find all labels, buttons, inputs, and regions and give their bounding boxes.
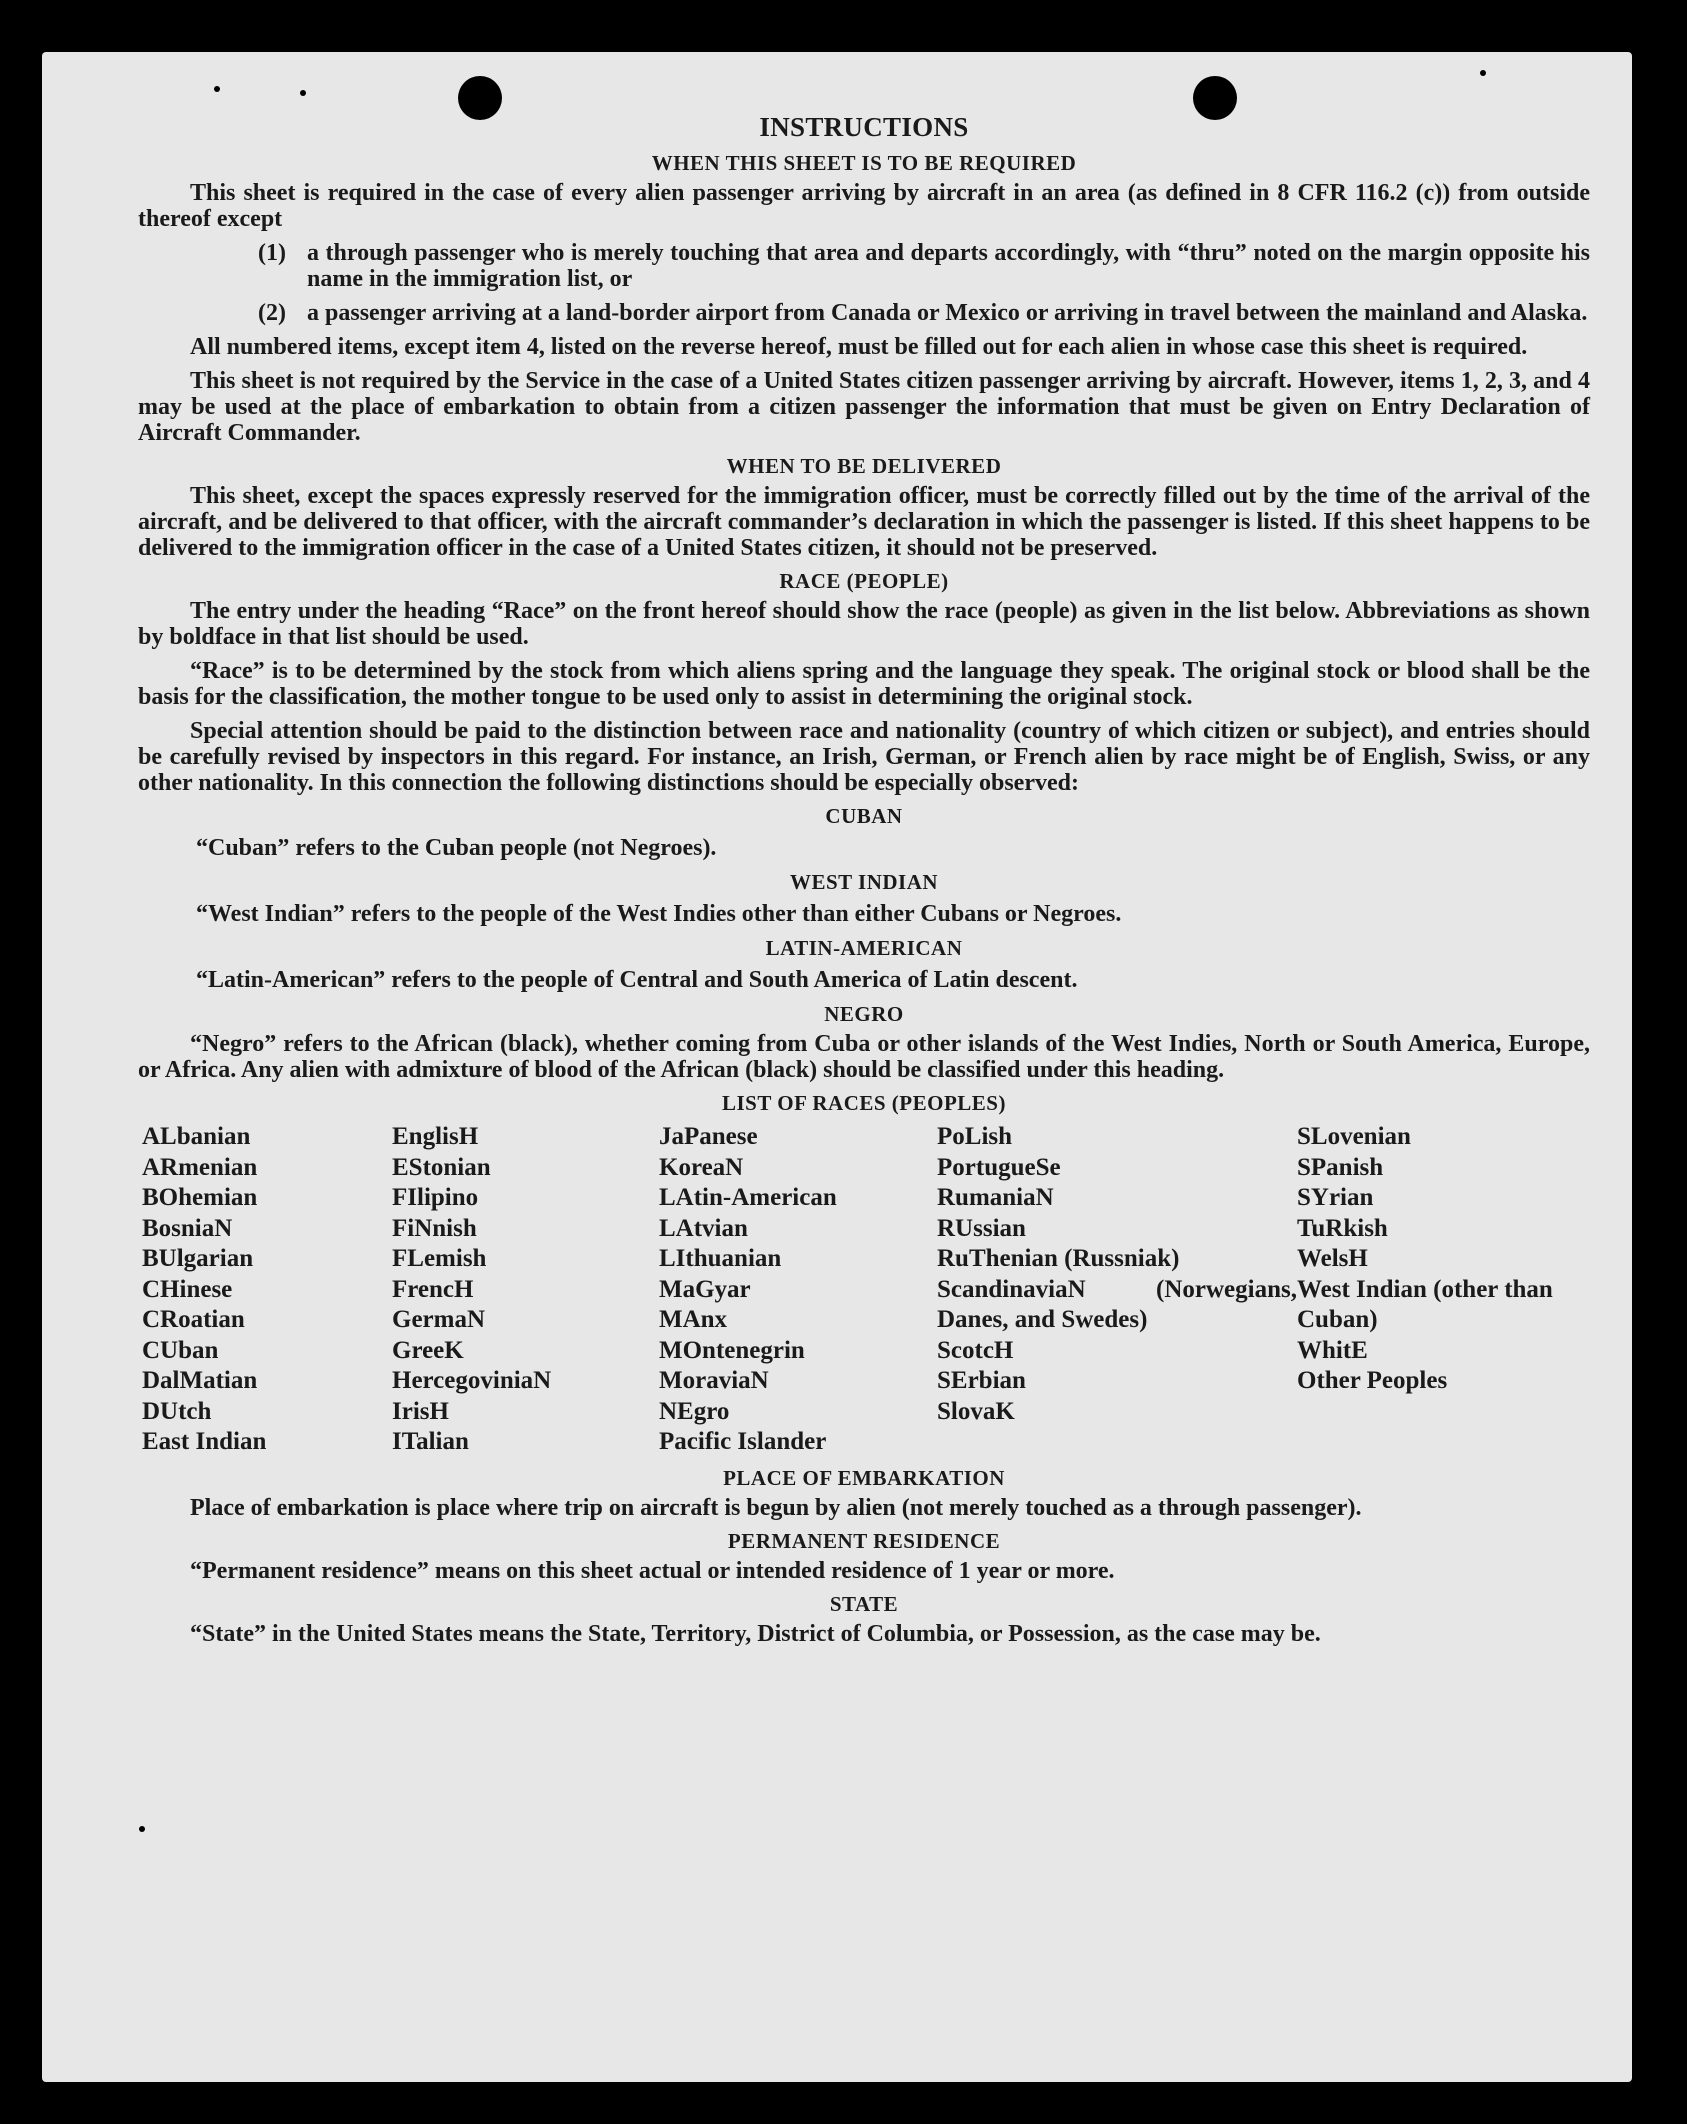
heading-cuban: CUBAN bbox=[825, 804, 903, 828]
heading-residence: PERMANENT RESIDENCE bbox=[727, 1528, 1001, 1553]
race-item: LAtin-American bbox=[659, 1184, 837, 1211]
delivered-paragraph: This sheet, except the spaces expressly reserved for the immigration officer, must be correctly filled out by the time of the arrival of the aircraft, and be delivered to that officer, with the aircraft commander’s declaration in which the passenger is listed. If this sheet happens to be delivered to the immigration officer in the case of a United States citizen, it should not be preserved. bbox=[138, 483, 1590, 561]
races-column-2 bbox=[392, 1122, 659, 1458]
race-item: FiNnish bbox=[392, 1214, 477, 1242]
race-paragraph-2: “Race” is to be determined by the stock from which aliens spring and the language they speak. The original stock or blood shall be the basis for the classification, the mother tongue to be used only to assist in determining the original stock. bbox=[138, 658, 1590, 710]
race-item: DUtch bbox=[142, 1397, 212, 1425]
races-column-4 bbox=[937, 1122, 1297, 1458]
cuban-definition: “Cuban” refers to the Cuban people (not Negroes). bbox=[196, 835, 717, 861]
heading-latin-american: LATIN-AMERICAN bbox=[765, 936, 963, 960]
race-item: Other Peoples bbox=[1297, 1367, 1448, 1394]
speck bbox=[300, 90, 306, 96]
speck bbox=[139, 1826, 145, 1832]
race-item: RUssian bbox=[937, 1214, 1026, 1242]
race-item: BOhemian bbox=[142, 1184, 258, 1211]
west-indian-definition: “West Indian” refers to the people of the West Indies other than either Cubans or Negroes. bbox=[196, 901, 1122, 927]
heading-list-of-races: LIST OF RACES (PEOPLES) bbox=[722, 1091, 1006, 1115]
speck bbox=[1480, 70, 1486, 76]
heading-race: RACE (PEOPLE) bbox=[779, 569, 949, 593]
exception-item bbox=[138, 300, 1590, 326]
document-page bbox=[42, 52, 1632, 2082]
race-item: RuThenian (Russniak) bbox=[937, 1245, 1180, 1272]
race-item: ARmenian bbox=[142, 1153, 258, 1181]
race-item: JaPanese bbox=[659, 1123, 758, 1150]
exception-number: (1) bbox=[258, 240, 286, 266]
race-item: MOntenegrin bbox=[659, 1336, 805, 1364]
numbered-items-paragraph: All numbered items, except item 4, listed on the reverse hereof, must be filled out for each alien in whose case this sheet is required. bbox=[190, 334, 1528, 360]
race-item: CHinese bbox=[142, 1275, 233, 1303]
race-item: LAtvian bbox=[659, 1214, 748, 1242]
race-item: CUban bbox=[142, 1336, 219, 1364]
race-item: SYrian bbox=[1297, 1184, 1374, 1211]
race-item: BUlgarian bbox=[142, 1245, 254, 1272]
race-item: SErbian bbox=[937, 1367, 1026, 1394]
heading-when-required: WHEN THIS SHEET IS TO BE REQUIRED bbox=[651, 151, 1077, 175]
race-item: BosniaN bbox=[142, 1214, 233, 1242]
race-item: Pacific Islander bbox=[659, 1428, 827, 1455]
race-item: MoraviaN bbox=[659, 1367, 769, 1394]
race-item: ScotcH bbox=[937, 1336, 1014, 1364]
race-item: GreeK bbox=[392, 1336, 464, 1364]
exception-item bbox=[138, 240, 1590, 292]
latin-american-definition: “Latin-American” refers to the people of Central and South America of Latin descent. bbox=[196, 967, 1078, 993]
exception-number: (2) bbox=[258, 300, 286, 326]
exception-text: a passenger arriving at a land-border airport from Canada or Mexico or arriving in travel between the mainland and Alaska. bbox=[307, 300, 1588, 326]
race-item: FLemish bbox=[392, 1245, 487, 1272]
race-item: FIlipino bbox=[392, 1184, 479, 1211]
race-item: GermaN bbox=[392, 1306, 486, 1333]
race-item: SPanish bbox=[1297, 1153, 1384, 1181]
page-title: INSTRUCTIONS bbox=[759, 112, 969, 142]
required-intro: This sheet is required in the case of every alien passenger arriving by aircraft in an area (as defined in 8 CFR 116.2 (c)) from outside thereof except bbox=[138, 180, 1590, 232]
race-item: CRoatian bbox=[142, 1306, 245, 1333]
race-paragraph-3: Special attention should be paid to the distinction between race and nationality (country of which citizen or subject), and entries should be carefully revised by inspectors in this regard. For instance, an Irish, German, or French alien by race might be of English, Swiss, or any other nationality. In this connection the following distinctions should be especially observed: bbox=[138, 718, 1590, 796]
instructions-content bbox=[138, 108, 1590, 1655]
races-column-5 bbox=[1297, 1122, 1557, 1458]
race-item: FrencH bbox=[392, 1275, 474, 1303]
negro-definition: “Negro” refers to the African (black), whether coming from Cuba or other islands of the West Indies, North or South America, Europe, or Africa. Any alien with admixture of blood of the African (black) should be classified under this heading. bbox=[138, 1031, 1590, 1083]
residence-definition: “Permanent residence” means on this sheet actual or intended residence of 1 year or more. bbox=[190, 1557, 1115, 1584]
race-item: SlovaK bbox=[937, 1397, 1015, 1425]
race-item: KoreaN bbox=[659, 1153, 744, 1181]
race-item: WhitE bbox=[1297, 1336, 1368, 1364]
race-item: East Indian bbox=[142, 1428, 267, 1455]
race-item: MaGyar bbox=[659, 1275, 751, 1303]
race-item: LIthuanian bbox=[659, 1245, 782, 1272]
race-item: EStonian bbox=[392, 1153, 491, 1181]
speck bbox=[214, 86, 220, 92]
race-item: RumaniaN bbox=[937, 1184, 1054, 1211]
race-item: NEgro bbox=[659, 1397, 730, 1425]
races-column-1 bbox=[142, 1122, 392, 1458]
state-definition: “State” in the United States means the State, Territory, District of Columbia, or Possession, as the case may be. bbox=[190, 1620, 1321, 1647]
race-item: SLovenian bbox=[1297, 1123, 1411, 1150]
heading-state: STATE bbox=[829, 1591, 899, 1616]
race-item: PortugueSe bbox=[937, 1153, 1061, 1181]
exception-text: a through passenger who is merely touching that area and departs accordingly, with “thru” noted on the margin opposite his name in the immigration list, or bbox=[307, 240, 1590, 292]
race-item: IrisH bbox=[392, 1397, 449, 1425]
citizen-paragraph: This sheet is not required by the Service in the case of a United States citizen passenger arriving by aircraft. However, items 1, 2, 3, and 4 may be used at the place of embarkation to obtain from a citizen passenger the information that must be given on Entry Declaration of Aircraft Commander. bbox=[138, 368, 1590, 446]
heading-west-indian: WEST INDIAN bbox=[789, 870, 939, 894]
race-item: DalMatian bbox=[142, 1367, 258, 1394]
race-item: MAnx bbox=[659, 1306, 728, 1333]
heading-when-delivered: WHEN TO BE DELIVERED bbox=[726, 454, 1002, 478]
race-item: HercegoviniaN bbox=[392, 1367, 552, 1394]
race-item: ScandinaviaN (Norwegians, Danes, and Swedes) bbox=[937, 1275, 1297, 1333]
races-column-3 bbox=[659, 1122, 937, 1458]
race-item: EnglisH bbox=[392, 1123, 479, 1150]
embarkation-definition: Place of embarkation is place where trip on aircraft is begun by alien (not merely touched as a through passenger). bbox=[190, 1494, 1362, 1521]
race-item: West Indian (other than Cuban) bbox=[1297, 1275, 1553, 1333]
heading-negro: NEGRO bbox=[824, 1002, 904, 1026]
race-paragraph-1: The entry under the heading “Race” on the front hereof should show the race (people) as given in the list below. Abbreviations as shown by boldface in that list should be used. bbox=[138, 598, 1590, 650]
race-item: PoLish bbox=[937, 1123, 1013, 1150]
race-item: ALbanian bbox=[142, 1123, 251, 1150]
race-item: WelsH bbox=[1297, 1245, 1368, 1272]
races-list bbox=[142, 1122, 1590, 1458]
race-item: ITalian bbox=[392, 1428, 469, 1455]
heading-embarkation: PLACE OF EMBARKATION bbox=[723, 1465, 1005, 1490]
race-item: TuRkish bbox=[1297, 1214, 1388, 1242]
